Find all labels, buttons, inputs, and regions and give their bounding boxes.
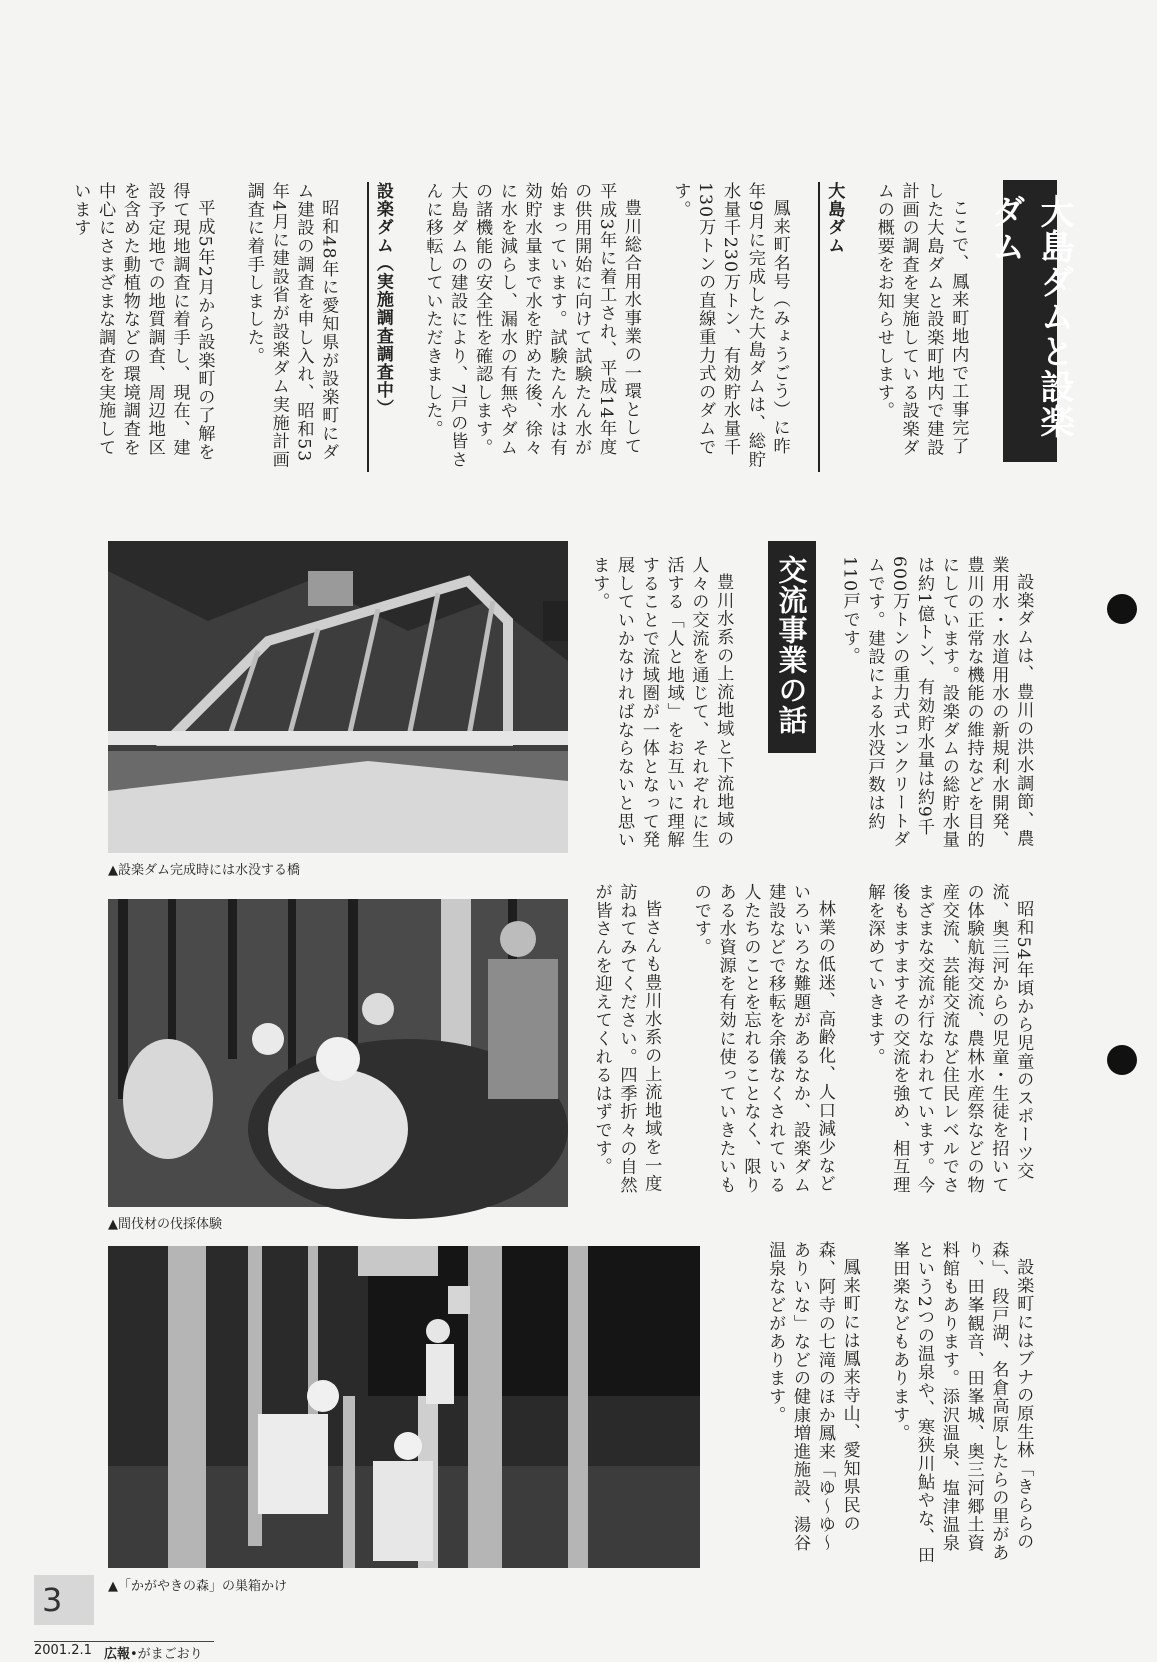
heading-shitara-dam: 設楽ダム（実施調査調査中） — [367, 182, 395, 472]
article2-paragraph-6: 鳳来町には鳳来寺山、愛知県民の森、阿寺の七滝のほか鳳来「ゆ〜ゆ〜ありいな」などの健康増進施設、湯谷温泉などがあります。 — [765, 1241, 860, 1553]
margin-bullet-bottom — [1107, 1045, 1137, 1075]
heading-oshima-dam: 大島ダム — [818, 182, 846, 472]
shitara-continuation-column — [820, 556, 1060, 856]
article1-title-text: 大島ダムと設楽ダム — [985, 194, 1074, 439]
thinning-image — [108, 899, 568, 1207]
article2-paragraph-5: 設楽町にはブナの原生林「きららの森」、段戸湖、名倉高原したらの里があり、田峯観音、田峯城、奥三河郷土資料館もあります。添沢温泉、塩津温泉という2つの温泉や、寒狭川鮎やな、田峯田楽などもあります。 — [889, 1241, 1034, 1565]
photo-thinning — [108, 899, 568, 1207]
footer-rule — [34, 1641, 214, 1642]
bridge-image — [108, 541, 568, 853]
shitara-paragraph-2: 平成5年2月から設楽町の了解を得て現地調査に着手し、現在、建設予定地での地質調査、周辺地区を含めた動植物などの環境調査を中心にさまざまな調査を実施しています — [70, 182, 215, 462]
birdhouse-image — [108, 1246, 700, 1568]
margin-bullet-top — [1107, 594, 1137, 624]
article1-upper-column — [70, 182, 995, 472]
article2-intro-column — [580, 556, 760, 856]
caption-birdhouse: ▲「かがやきの森」の巣箱かけ — [108, 1579, 287, 1594]
article2-paragraph-3: 林業の低迷、高齢化、人口減少などいろいろな難題があるなか、設楽ダム建設などで移転を余儀なくされている人たちのことを忘れることなく、限りある水資源を有効に使っていきたいものです。 — [690, 883, 835, 1195]
article2-paragraph-1: 豊川水系の上流地域と下流地域の人々の交流を通じて、それぞれに生活する「人と地域」をお互いに理解することで流域圏が一体となって発展していかなければならないと思います。 — [589, 556, 734, 849]
page-number: 3 — [34, 1575, 94, 1625]
article1-intro: ここで、鳳来町地内で工事完了した大島ダムと設楽町地内で建設計画の調査を実施している設楽ダムの概要をお知らせします。 — [873, 182, 969, 457]
caption-thinning: ▲間伐材の伐採体験 — [108, 1217, 222, 1232]
footer-publication-rest: •がまごおり — [130, 1647, 203, 1662]
article1-title — [985, 180, 1074, 462]
photo-bridge — [108, 541, 568, 853]
shitara-paragraph-3: 設楽ダムは、豊川の洪水調節、農業用水・水道用水の新規利水開発、豊川の正常な機能の維持などを目的にしています。設楽ダムの総貯水量は約1億トン、有効貯水量は約9千600万トンの重力式コンクリートダムです。建設による水没戸数は約110戸です。 — [839, 556, 1034, 849]
article2-paragraph-2: 昭和54年頃から児童のスポーツ交流、奥三河からの児童・生徒を招いての体験航海交流、農林水産祭などの物産交流、芸能交流など住民レベルでさまざまな交流が行なわれています。今後もますますその交流を強め、相互理解を深めていきます。 — [864, 883, 1034, 1195]
footer-publication-bold: 広報 — [104, 1647, 131, 1662]
article2-title-text: 交流事業の話 — [774, 555, 809, 735]
footer-date: 2001.2.1 — [34, 1643, 92, 1658]
article2-main-column — [580, 883, 1060, 1209]
oshima-paragraph-1: 鳳来町名号（みょうごう）に昨年9月に完成した大島ダムは、総貯水量千230万トン、有効貯水量千130万トンの直線重力式のダムです。 — [670, 182, 790, 469]
caption-bridge: ▲設楽ダム完成時には水没する橋 — [108, 863, 300, 878]
oshima-paragraph-2: 豊川総合用水事業の一環として平成3年に着工され、平成14年度の供用開始に向けて試験たん水が始まっています。試験たん水は有効貯水量まで水を貯めた後、徐々に水を減らし、漏水の有無やダムの諸機能の安全性を確認します。大島ダムの建設により、7戸の皆さんに移転していただきました。 — [422, 182, 641, 469]
article2-paragraph-4: 皆さんも豊川水系の上流地域を一度訪ねてみてください。四季折々の自然が皆さんを迎えてくれるはずです。 — [591, 883, 662, 1195]
shitara-paragraph-1: 昭和48年に愛知県が設楽町にダム建設の調査を申し入れ、昭和53年4月に建設省が設楽ダム実施計画調査に着手しました。 — [243, 182, 339, 469]
article2-title — [768, 541, 816, 753]
article2-tourism-column — [738, 1241, 1060, 1567]
footer-publication — [104, 1643, 203, 1662]
photo-birdhouse — [108, 1246, 700, 1568]
